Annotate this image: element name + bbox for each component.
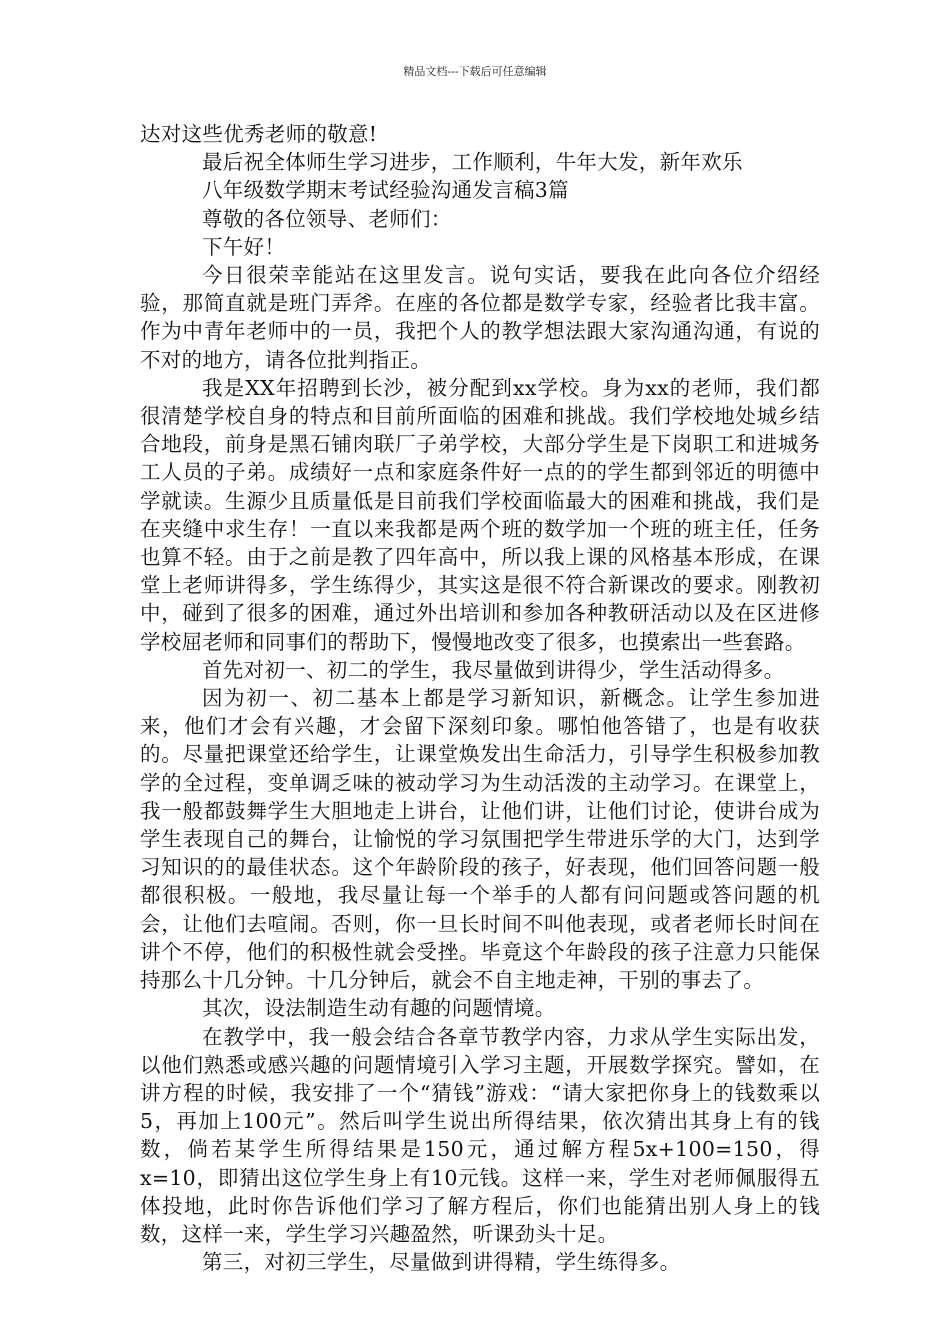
document-title: 八年级数学期末考试经验沟通发言稿3篇 (202, 178, 569, 203)
salutation: 尊敬的各位领导、老师们： (202, 206, 452, 231)
document-body (140, 120, 820, 1276)
point-one-heading: 首先对初一、初二的学生，我尽量做到讲得少，学生活动得多。 (202, 657, 785, 682)
point-two-body: 在教学中，我一般会结合各章节教学内容，力求从学生实际出发，以他们熟悉或感兴趣的问题情境引入学习主题，开展数学探究。譬如，在讲方程的时候，我安排了一个“猜钱”游戏：“请大家把你身上的钱数乘以5，再加上100元”。然后叫学生说出所得结果，依次猜出其身上有的钱数，倘若某学生所得结果是150元，通过解方程5x+100=150，得x=10，即猜出这位学生身上有10元钱。这样一来，学生对老师佩服得五体投地，此时你告诉他们学习了解方程后，你们也能猜出别人身上的钱数，这样一来，学生学习兴趣盈然，听课劲头十足。 (140, 1024, 820, 1246)
page-header: 精品文档---下载后可任意编辑 (403, 65, 547, 78)
paragraph-background: 我是XX年招聘到长沙，被分配到xx学校。身为xx的老师，我们都很清楚学校自身的特点和目前所面临的困难和挑战。我们学校地处城乡结合地段，前身是黑石铺肉联厂子弟学校，大部分学生是下岗职工和进城务工人员的子弟。成绩好一点和家庭条件好一点的的学生都到邻近的明德中学就读。生源少且质量低是目前我们学校面临最大的困难和挑战，我们是在夹缝中求生存！一直以来我都是两个班的数学加一个班的班主任，任务也算不轻。由于之前是教了四年高中，所以我上课的风格基本形成，在课堂上老师讲得多，学生练得少，其实这是很不符合新课改的要求。刚教初中，碰到了很多的困难，通过外出培训和参加各种教研活动以及在区进修学校屈老师和同事们的帮助下，慢慢地改变了很多，也摸索出一些套路。 (140, 375, 820, 654)
paragraph-intro: 今日很荣幸能站在这里发言。说句实话，要我在此向各位介绍经验，那简直就是班门弄斧。在座的各位都是数学专家，经验者比我丰富。作为中青年老师中的一员，我把个人的教学想法跟大家沟通沟通，有说的不对的地方，请各位批判指正。 (140, 263, 820, 372)
paragraph-2: 最后祝全体师生学习进步，工作顺利，牛年大发，新年欢乐 (202, 150, 743, 175)
paragraph-1: 达对这些优秀老师的敬意! (140, 122, 378, 146)
greeting: 下午好！ (202, 234, 286, 259)
point-three-heading: 第三，对初三学生，尽量做到讲得精，学生练得多。 (202, 1250, 681, 1275)
point-two-heading: 其次，设法制造生动有趣的问题情境。 (202, 996, 556, 1021)
point-one-body: 因为初一、初二基本上都是学习新知识，新概念。让学生参加进来，他们才会有兴趣，才会留下深刻印象。哪怕他答错了，也是有收获的。尽量把课堂还给学生，让课堂焕发出生命活力，引导学生积极参加教学的全过程，变单调乏味的被动学习为生动活泼的主动学习。在课堂上，我一般都鼓舞学生大胆地走上讲台，让他们讲，让他们讨论，使讲台成为学生表现自己的舞台，让愉悦的学习氛围把学生带进乐学的大门，达到学习知识的的最佳状态。这个年龄阶段的孩子，好表现，他们回答问题一般都很积极。一般地，我尽量让每一个举手的人都有问问题或答问题的机会，让他们去喧闹。否则，你一旦长时间不叫他表现，或者老师长时间在讲个不停，他们的积极性就会受挫。毕竟这个年龄段的孩子注意力只能保持那么十几分钟。十几分钟后，就会不自主地走神，干别的事去了。 (140, 686, 820, 993)
